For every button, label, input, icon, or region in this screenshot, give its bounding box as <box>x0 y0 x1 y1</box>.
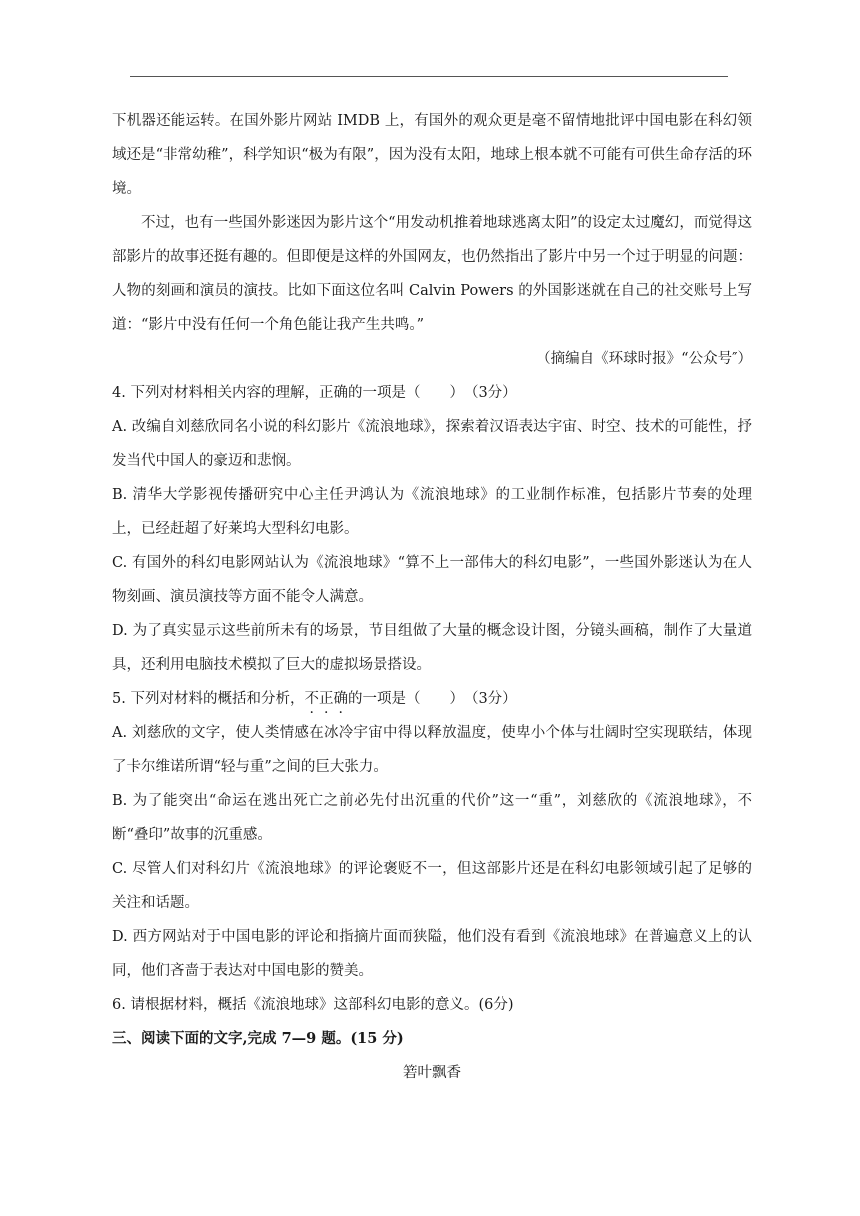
emphasis-dot-char: 正 <box>318 691 334 707</box>
question-5-option-c: C. 尽管人们对科幻片《流浪地球》的评论褒贬不一，但这部影片还是在科幻电影领域引起了足够的关注和话题。 <box>112 861 752 911</box>
question-5-option-d: D. 西方网站对于中国电影的评论和指摘片面而狭隘，他们没有看到《流浪地球》在普遍意义上的认同，他们吝啬于表达对中国电影的赞美。 <box>112 929 752 979</box>
question-5-option-b: B. 为了能突出“命运在逃出死亡之前必先付出沉重的代价”这一“重”，刘慈欣的《流浪地球》，不断“叠印”故事的沉重感。 <box>112 793 752 843</box>
source-citation: （摘编自《环球时报》“公众号″） <box>536 351 752 367</box>
question-4-option-d: D. 为了真实显示这些前所未有的场景，节目组做了大量的概念设计图，分镜头画稿，制作了大量道具，还利用电脑技术模拟了巨大的虚拟场景搭设。 <box>112 623 752 673</box>
story-title: 箬叶飘香 <box>403 1065 461 1081</box>
question-4-option-b: B. 清华大学影视传播研究中心主任尹鸿认为《流浪地球》的工业制作标准，包括影片节奏的处理上，已经赶超了好莱坞大型科幻电影。 <box>112 487 752 537</box>
question-5-stem <box>112 682 752 716</box>
emphasis-dot-char: 确 <box>333 691 348 707</box>
question-5-option-a: A. 刘慈欣的文字，使人类情感在冰冷宇宙中得以释放温度，使卑小个体与壮阔时空实现联结，体现了卡尔维诺所谓“轻与重”之间的巨大张力。 <box>112 725 752 775</box>
paragraph-continued: 下机器还能运转。在国外影片网站 IMDB 上，有国外的观众更是毫不留情地批评中国电影在科幻领域还是“非常幼稚”，科学知识“极为有限”，因为没有太阳，地球上根本就不可能有可供生命存活的环境。 <box>112 113 752 197</box>
question-6-stem: 6. 请根据材料，概括《流浪地球》这部科幻电影的意义。(6分) <box>112 997 514 1013</box>
document-body <box>112 104 752 1090</box>
question-4-option-a: A. 改编自刘慈欣同名小说的科幻影片《流浪地球》，探索着汉语表达宇宙、时空、技术的可能性，抒发当代中国人的豪迈和悲悯。 <box>112 419 752 469</box>
emphasis-dot-char: 不 <box>304 691 319 707</box>
header-rule <box>130 76 728 77</box>
question-4-stem: 4. 下列对材料相关内容的理解，正确的一项是（ ） （3分） <box>112 385 517 401</box>
paragraph-foreign-fans: 不过，也有一些国外影迷因为影片这个“用发动机推着地球逃离太阳”的设定太过魔幻，而觉得这部影片的故事还挺有趣的。但即便是这样的外国网友，也仍然指出了影片中另一个过于明显的问题：人物的刻画和演员的演技。比如下面这位名叫 Calvin Powers 的外国影迷就在自己的社交账号上写道：“影片中没有任何一个角色能让我产生共鸣。” <box>112 215 752 333</box>
question-5-stem-suffix: 的一项是（ ） （3分） <box>347 691 517 707</box>
question-4-option-c: C. 有国外的科幻电影网站认为《流浪地球》“算不上一部伟大的科幻电影”，一些国外影迷认为在人物刻画、演员演技等方面不能令人满意。 <box>112 555 752 605</box>
question-5-stem-prefix: 5. 下列对材料的概括和分析， <box>112 691 305 707</box>
section-3-heading: 三、阅读下面的文字,完成 7—9 题。(15 分) <box>112 1030 404 1047</box>
